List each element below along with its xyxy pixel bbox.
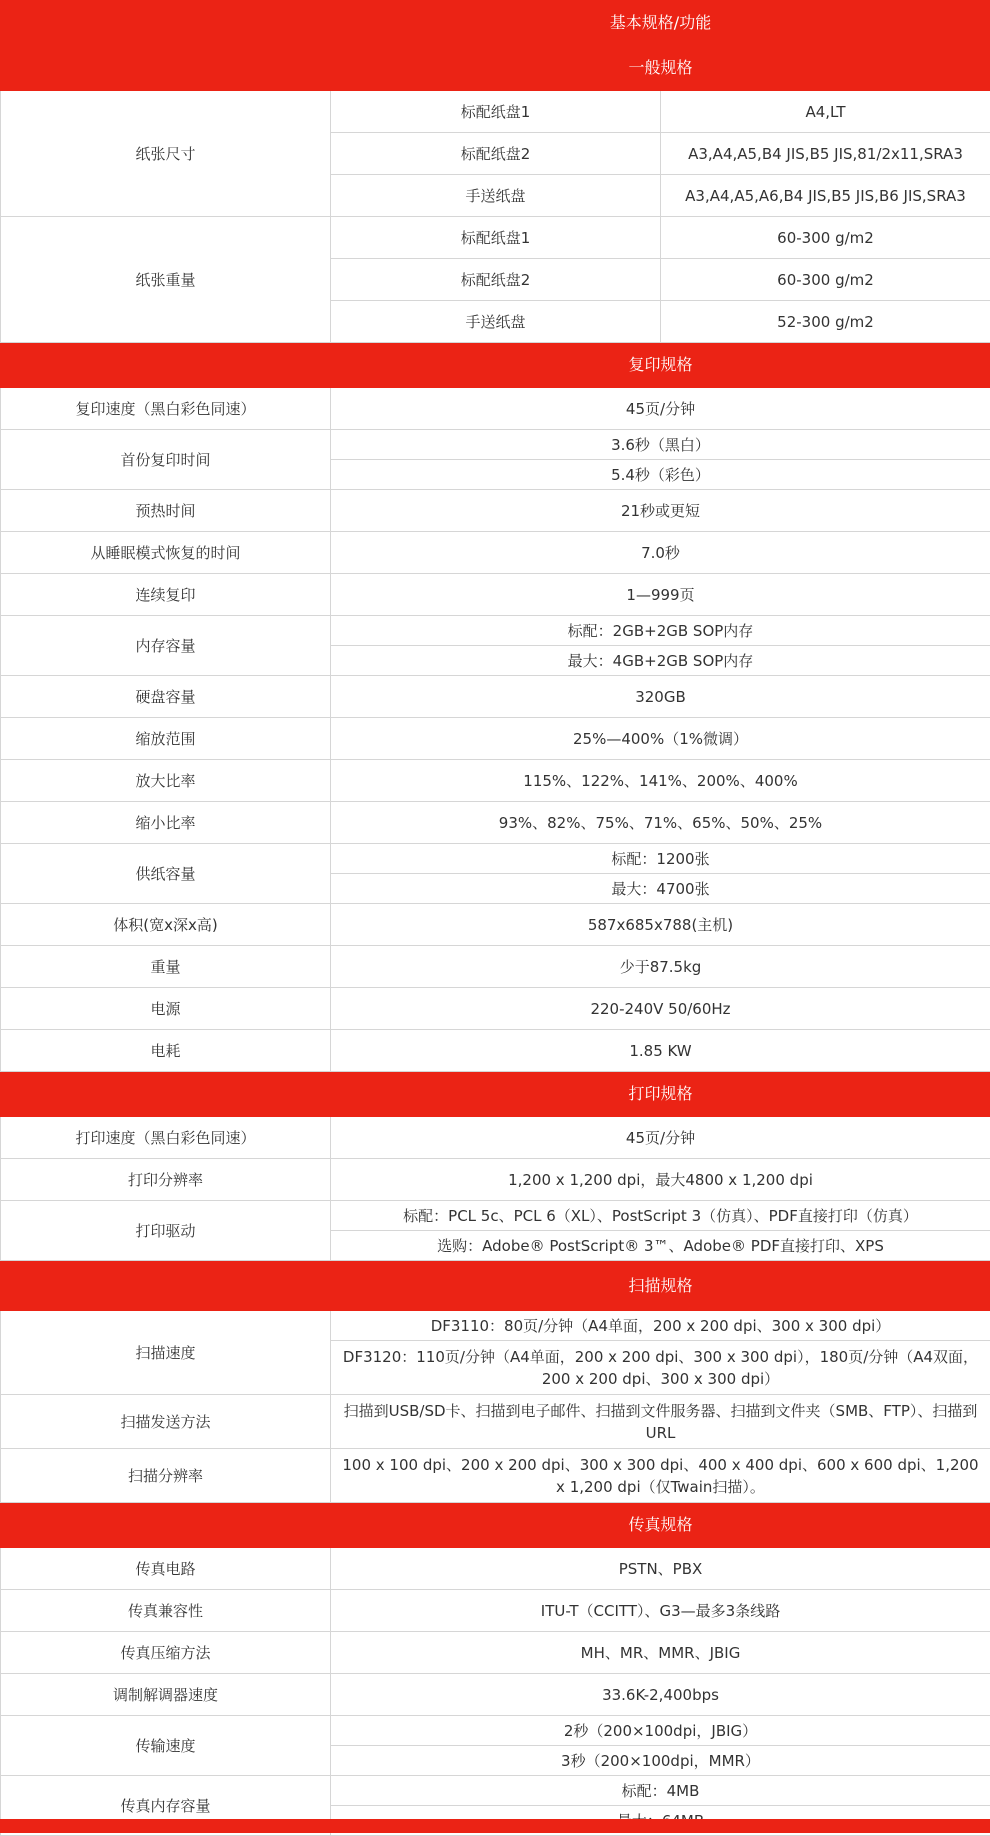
spec-value: 标配：4MB	[331, 1776, 990, 1806]
spec-label: 电源	[1, 988, 331, 1030]
spec-value: ITU-T（CCITT）、G3—最多3条线路	[331, 1590, 990, 1632]
table-row	[1, 760, 990, 802]
spec-label: 打印驱动	[1, 1201, 331, 1261]
spec-label: 传真内存容量	[1, 1776, 331, 1836]
spec-value: 25%—400%（1%微调）	[331, 718, 990, 760]
tray-value: A3,A4,A5,B4 JIS,B5 JIS,81/2x11,SRA3	[661, 133, 990, 175]
spec-label: 复印速度（黑白彩色同速）	[1, 388, 331, 430]
spec-value: 扫描到USB/SD卡、扫描到电子邮件、扫描到文件服务器、扫描到文件夹（SMB、FTP）、扫描到URL	[331, 1395, 990, 1449]
tray-value: 60-300 g/m2	[661, 217, 990, 259]
tray-name: 标配纸盘1	[331, 217, 661, 259]
table-row	[1, 946, 990, 988]
spec-label: 传真压缩方法	[1, 1632, 331, 1674]
paper-weight-label: 纸张重量	[1, 217, 331, 343]
bottom-section-bar	[0, 1819, 990, 1833]
table-row	[1, 1632, 990, 1674]
spec-label: 缩小比率	[1, 802, 331, 844]
table-row	[1, 1674, 990, 1716]
spec-value: 93%、82%、75%、71%、65%、50%、25%	[331, 802, 990, 844]
table-row	[1, 1395, 990, 1449]
spec-value: 2秒（200×100dpi，JBIG）	[331, 1716, 990, 1746]
section-fax-blank	[1, 1503, 331, 1548]
table-row	[1, 1159, 990, 1201]
spec-value: 5.4秒（彩色）	[331, 460, 990, 490]
spec-label: 预热时间	[1, 490, 331, 532]
spec-value: 3秒（200×100dpi，MMR）	[331, 1746, 990, 1776]
spec-value: 320GB	[331, 676, 990, 718]
table-row	[1, 217, 990, 259]
table-row	[1, 904, 990, 946]
tray-name: 手送纸盘	[331, 175, 661, 217]
spec-value: 115%、122%、141%、200%、400%	[331, 760, 990, 802]
tray-value: A4,LT	[661, 91, 990, 133]
tray-name: 标配纸盘1	[331, 91, 661, 133]
table-row	[1, 1449, 990, 1503]
spec-value: 1,200 x 1,200 dpi，最大4800 x 1,200 dpi	[331, 1159, 990, 1201]
spec-value: 587x685x788(主机)	[331, 904, 990, 946]
section-copy-title: 复印规格	[331, 343, 990, 388]
spec-label: 体积(宽x深x高)	[1, 904, 331, 946]
spec-value: 45页/分钟	[331, 388, 990, 430]
table-row	[1, 1776, 990, 1806]
spec-label: 硬盘容量	[1, 676, 331, 718]
spec-value: 21秒或更短	[331, 490, 990, 532]
spec-label: 打印分辨率	[1, 1159, 331, 1201]
spec-label: 打印速度（黑白彩色同速）	[1, 1117, 331, 1159]
table-row	[1, 844, 990, 874]
section-fax	[1, 1503, 990, 1548]
section-general-title: 一般规格	[331, 46, 990, 91]
tray-name: 标配纸盘2	[331, 133, 661, 175]
section-header-blank	[1, 1, 331, 46]
section-scan-title: 扫描规格	[331, 1261, 990, 1311]
section-fax-title: 传真规格	[331, 1503, 990, 1548]
spec-label: 扫描速度	[1, 1311, 331, 1395]
spec-value: 最大：4700张	[331, 874, 990, 904]
spec-value: PSTN、PBX	[331, 1548, 990, 1590]
spec-value: 标配：2GB+2GB SOP内存	[331, 616, 990, 646]
spec-value: 1—999页	[331, 574, 990, 616]
table-row	[1, 1716, 990, 1746]
table-row	[1, 1590, 990, 1632]
table-row	[1, 532, 990, 574]
tray-value: 60-300 g/m2	[661, 259, 990, 301]
spec-label: 扫描分辨率	[1, 1449, 331, 1503]
table-row	[1, 616, 990, 646]
paper-size-label: 纸张尺寸	[1, 91, 331, 217]
section-header-title: 基本规格/功能	[331, 1, 990, 46]
spec-label: 连续复印	[1, 574, 331, 616]
section-scan	[1, 1261, 990, 1311]
spec-label: 重量	[1, 946, 331, 988]
spec-label: 调制解调器速度	[1, 1674, 331, 1716]
table-row	[1, 490, 990, 532]
table-row	[1, 388, 990, 430]
spec-label: 内存容量	[1, 616, 331, 676]
table-row	[1, 430, 990, 460]
section-print-blank	[1, 1072, 331, 1117]
section-general-blank	[1, 46, 331, 91]
spec-value: 标配：1200张	[331, 844, 990, 874]
spec-value: 220-240V 50/60Hz	[331, 988, 990, 1030]
spec-value: 选购：Adobe® PostScript® 3™、Adobe® PDF直接打印、XPS	[331, 1231, 990, 1261]
spec-label: 从睡眠模式恢复的时间	[1, 532, 331, 574]
tray-value: A3,A4,A5,A6,B4 JIS,B5 JIS,B6 JIS,SRA3	[661, 175, 990, 217]
spec-value: 100 x 100 dpi、200 x 200 dpi、300 x 300 dpi、400 x 400 dpi、600 x 600 dpi、1,200 x 1,200 dpi（仅Twain扫描）。	[331, 1449, 990, 1503]
spec-label: 传真电路	[1, 1548, 331, 1590]
table-row	[1, 988, 990, 1030]
table-row	[1, 718, 990, 760]
spec-label: 扫描发送方法	[1, 1395, 331, 1449]
table-row	[1, 802, 990, 844]
spec-value: DF3110：80页/分钟（A4单面，200 x 200 dpi、300 x 300 dpi）	[331, 1311, 990, 1341]
section-header-top	[1, 1, 990, 46]
spec-label: 传输速度	[1, 1716, 331, 1776]
section-print	[1, 1072, 990, 1117]
table-row	[1, 1311, 990, 1341]
section-print-title: 打印规格	[331, 1072, 990, 1117]
section-scan-blank	[1, 1261, 331, 1311]
spec-value: 少于87.5kg	[331, 946, 990, 988]
table-row	[1, 574, 990, 616]
spec-value: 1.85 KW	[331, 1030, 990, 1072]
spec-label: 放大比率	[1, 760, 331, 802]
spec-label: 首份复印时间	[1, 430, 331, 490]
spec-value: 3.6秒（黑白）	[331, 430, 990, 460]
table-row	[1, 1201, 990, 1231]
section-general	[1, 46, 990, 91]
table-row	[1, 676, 990, 718]
spec-value: 7.0秒	[331, 532, 990, 574]
spec-label: 电耗	[1, 1030, 331, 1072]
section-copy-blank	[1, 343, 331, 388]
spec-value: MH、MR、MMR、JBIG	[331, 1632, 990, 1674]
spec-value: 45页/分钟	[331, 1117, 990, 1159]
tray-name: 手送纸盘	[331, 301, 661, 343]
tray-value: 52-300 g/m2	[661, 301, 990, 343]
spec-label: 传真兼容性	[1, 1590, 331, 1632]
table-row	[1, 1030, 990, 1072]
section-copy	[1, 343, 990, 388]
table-row	[1, 1548, 990, 1590]
spec-value: 最大：4GB+2GB SOP内存	[331, 646, 990, 676]
table-row	[1, 1117, 990, 1159]
spec-label: 供纸容量	[1, 844, 331, 904]
tray-name: 标配纸盘2	[331, 259, 661, 301]
spec-value: 33.6K-2,400bps	[331, 1674, 990, 1716]
spec-label: 缩放范围	[1, 718, 331, 760]
table-row	[1, 91, 990, 133]
spec-value: DF3120：110页/分钟（A4单面，200 x 200 dpi、300 x 300 dpi），180页/分钟（A4双面，200 x 200 dpi、300 x 300 dpi）	[331, 1341, 990, 1395]
spec-value: 标配：PCL 5c、PCL 6（XL）、PostScript 3（仿真）、PDF直接打印（仿真）	[331, 1201, 990, 1231]
